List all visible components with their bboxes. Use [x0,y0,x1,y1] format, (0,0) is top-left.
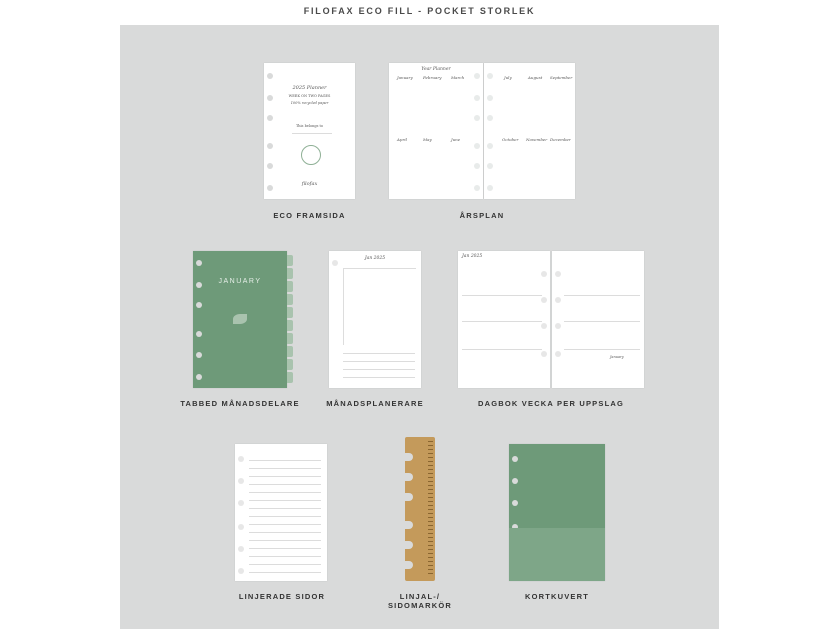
ruled-line [249,508,321,509]
month-planner-label: MÅNADSPLANERARE [326,399,424,408]
day-line [462,295,542,296]
ruler-label: LINJAL-/ SIDOMARKÖR [387,592,453,610]
ruler-ticks [428,441,433,577]
eco-leaf-icon [301,145,321,165]
month-planner-page [329,251,421,388]
ruled-line [249,572,321,573]
tabbed-divider [193,251,287,388]
ruled-line [249,516,321,517]
year-plan-label: ÅRSPLAN [459,211,505,220]
day-line [462,349,542,350]
calendar-grid [343,268,416,345]
lined-page [235,444,327,581]
divider-tab [287,346,293,357]
month-label: February [423,75,442,80]
diary-heading: Jan 2025 [462,254,483,259]
divider [292,133,332,134]
divider-tab [287,268,293,279]
year-plan-right [484,63,575,199]
eco-cover-label: ECO FRAMSIDA [273,211,346,220]
month-label: September [550,75,573,80]
month-label: January [397,75,413,80]
divider-tab [287,333,293,344]
month-label: March [451,75,465,80]
divider-tab [287,307,293,318]
divider-tab [287,359,293,370]
cover-title: 2025 Planner [292,85,327,91]
ruled-line [249,564,321,565]
diary-right [552,251,644,388]
product-panel [120,25,719,629]
divider-tab [287,281,293,292]
day-line [564,295,640,296]
diary-label: DAGBOK VECKA PER UPPSLAG [477,399,625,408]
ruled-line [249,476,321,477]
month-label: April [397,137,407,142]
ruled-line [249,492,321,493]
day-line [462,321,542,322]
ruled-line [249,540,321,541]
leaf-icon [233,314,247,324]
ruled-line [249,468,321,469]
note-line [343,377,415,378]
note-line [343,369,415,370]
envelope-label: KORTKUVERT [524,592,590,601]
month-label: July [504,75,512,80]
month-label: November [526,137,548,142]
diary-left [458,251,550,388]
ruler-marker [405,437,435,581]
brand-logo: filofax [301,181,318,187]
month-label: June [451,137,461,142]
tabbed-label: TABBED MÅNADSDELARE [180,399,300,408]
ruled-line [249,548,321,549]
month-label: May [423,137,432,142]
month-label: December [550,137,571,142]
cover-subtitle: WEEK ON TWO PAGES [288,94,331,98]
divider-tab [287,320,293,331]
day-line [564,321,640,322]
month-label: August [528,75,543,80]
year-plan-heading: Year Planner [421,67,451,72]
ruled-line [249,460,321,461]
ruled-line [249,532,321,533]
divider-tab [287,372,293,383]
divider-month: JANUARY [218,278,262,285]
divider-tab [287,294,293,305]
divider-tab [287,255,293,266]
card-envelope [509,444,605,581]
ruled-line [249,524,321,525]
mini-calendar-title: January [610,355,624,359]
lined-label: LINJERADE SIDOR [238,592,326,601]
envelope-pocket [509,528,605,581]
ruled-line [249,484,321,485]
cover-belongs: This belongs to [295,124,324,128]
page-title: FILOFAX ECO FILL - POCKET STORLEK [303,6,536,16]
ruled-line [249,500,321,501]
note-line [343,361,415,362]
month-planner-heading: Jan 2025 [364,256,386,261]
year-plan-left [389,63,483,199]
cover-note: 100% recycled paper [290,101,329,105]
day-line [564,349,640,350]
month-label: October [502,137,519,142]
note-line [343,353,415,354]
ruled-line [249,556,321,557]
eco-cover-page [264,63,355,199]
